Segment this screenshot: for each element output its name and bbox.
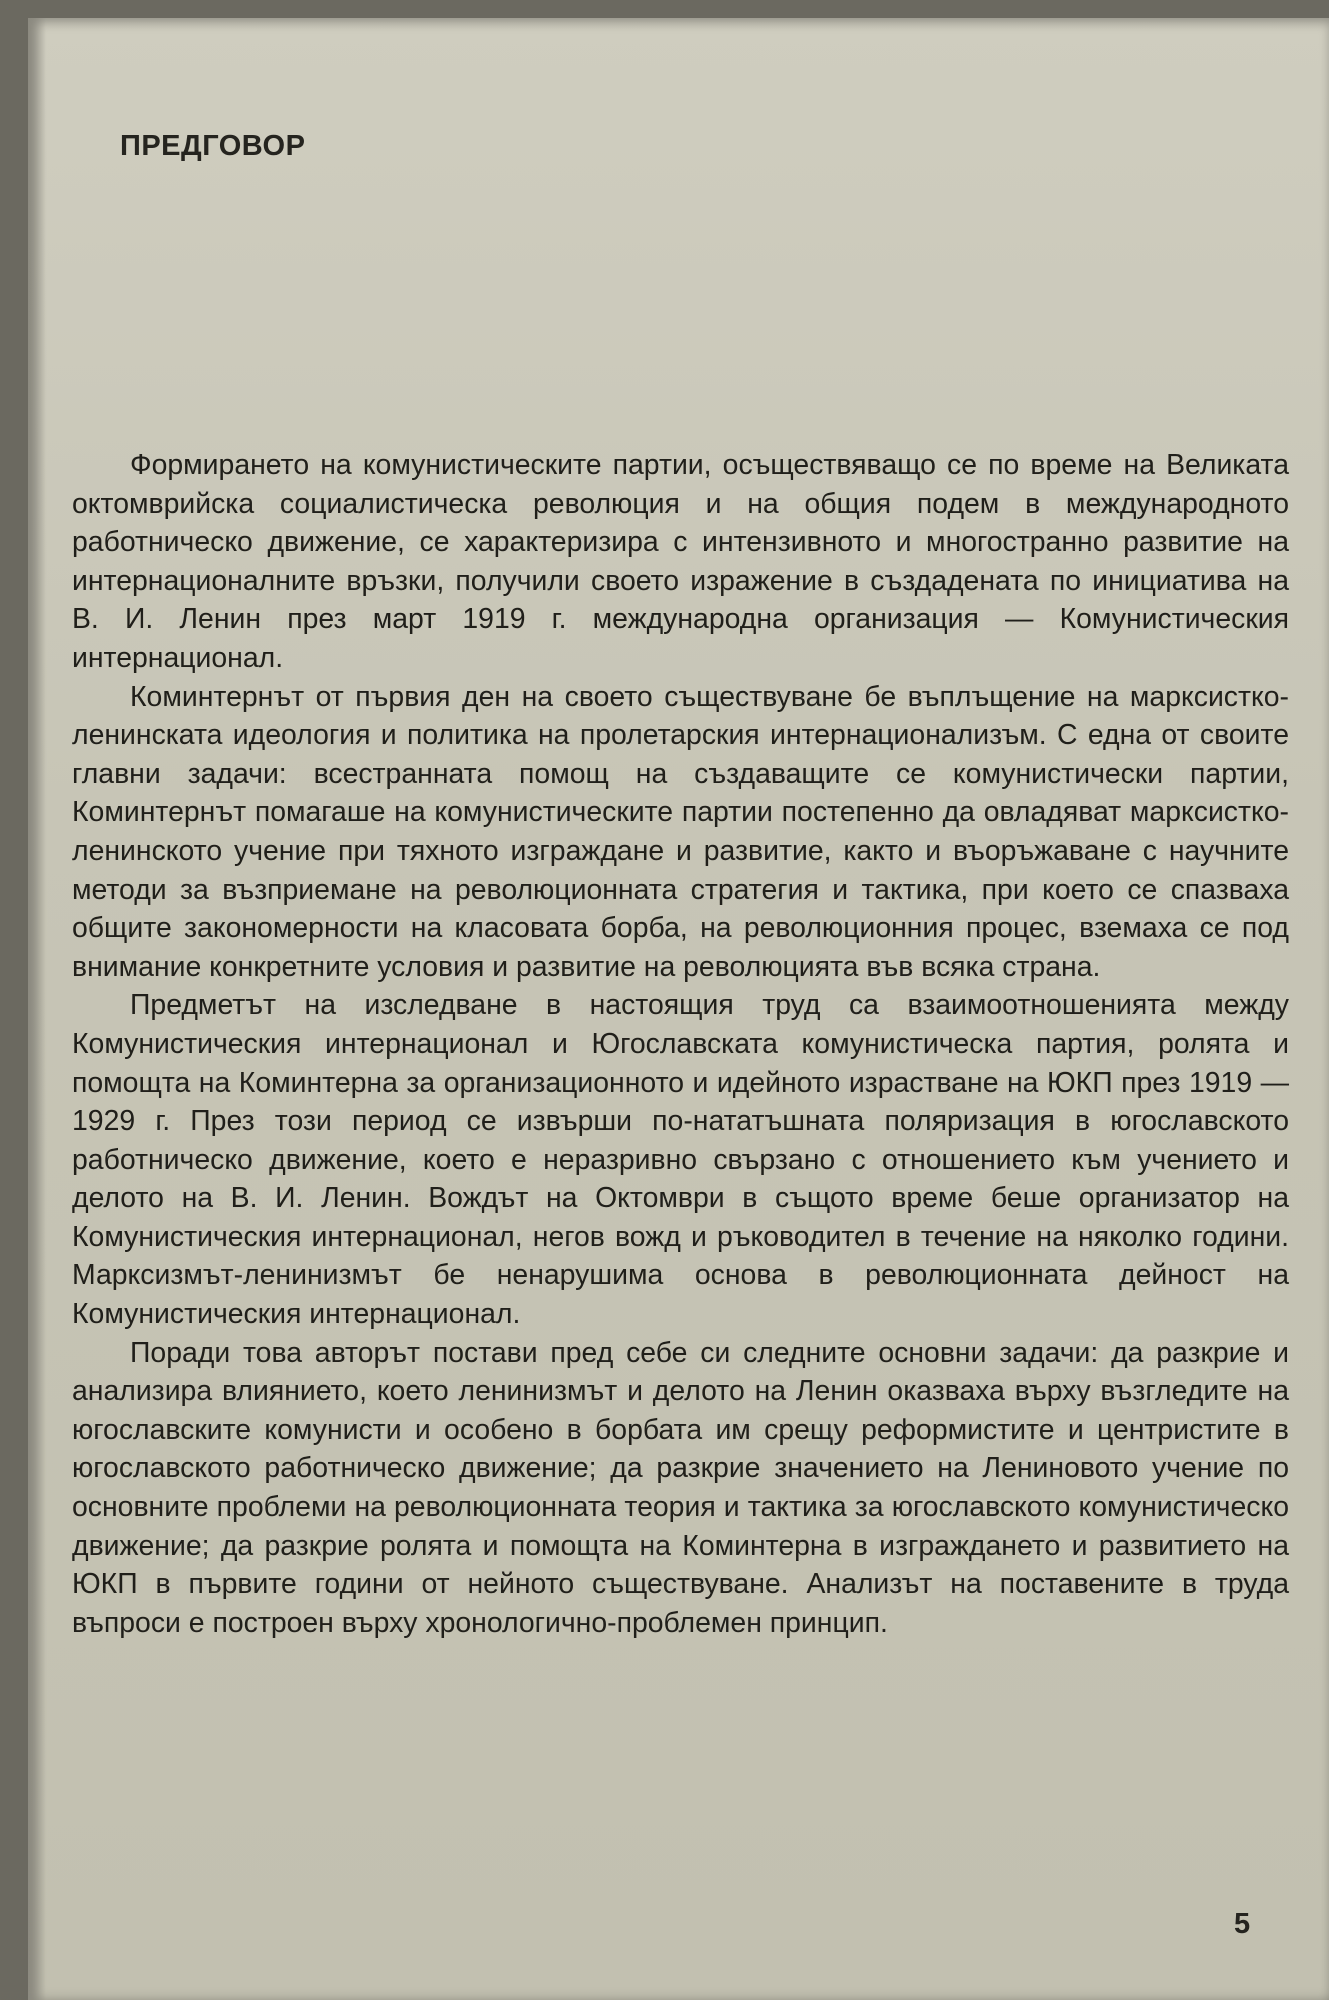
paragraph-3: Предметът на изследване в настоящия труд са взаимоотношенията между Комунистическия интернационал и Югославската комунистическа партия, ролята и помощта на Коминтерна за организационното и идейното израстване на ЮКП през 1919 — 1929 г. През този период се извърши по-нататъшната поляризация в югославското работническо движение, което е неразривно свързано с отношението към учението и делото на В. И. Ленин. Вождът на Октомври в същото време беше организатор на Комунистическия интернационал, негов вожд и ръководител в течение на няколко години. Марксизмът-ленинизмът бе ненарушима основа в революционната дейност на Комунистическия интернационал. [72,989,1289,1331]
paragraph-4: Поради това авторът постави пред себе си следните основни задачи: да разкрие и анализира влиянието, което ленинизмът и делото на Ленин оказваха върху възгледите на югославските комунисти и особено в борбата им срещу реформистите и центристите в югославското работническо движение; да разкрие значението на Лениновото учение по основните проблеми на революционната теория и тактика за югославското комунистическо движение; да разкрие ролята и помощта на Коминтерна в изграждането и развитието на ЮКП в първите години от нейното съществуване. Анализът на поставените в труда въпроси е построен върху хронологично-проблемен принцип. [72,1336,1289,1639]
page-number: 5 [1234,1908,1251,1940]
paragraph-1: Формирането на комунистическите партии, осъществяващо се по време на Великата октомврийска социалистическа революция и на общия подем в международното работническо движение, се характеризира с интензивното и многостранно развитие на интернационалните връзки, получили своето изражение в създадената по инициатива на В. И. Ленин през март 1919 г. международна организация — Комунистическия интернационал. [72,449,1289,674]
book-page [28,18,1329,2000]
page-title: ПРЕДГОВОР [120,130,306,162]
paragraph-2: Коминтернът от първия ден на своето съществуване бе въплъщение на марксистко-ленинската идеология и политика на пролетарския интернационализъм. С една от своите главни задачи: всестранната помощ на създаващите се комунистически партии, Коминтернът помагаше на комунистическите партии постепенно да овладяват марксистко-ленинското учение при тяхното изграждане и развитие, както и въоръжаване с научните методи за възприемане на революционната стратегия и тактика, при което се спазваха общите закономерности на класовата борба, на революционния процес, вземаха се под внимание конкретните условия и развитие на революцията във всяка страна. [72,680,1289,983]
body-text [72,446,1289,1642]
